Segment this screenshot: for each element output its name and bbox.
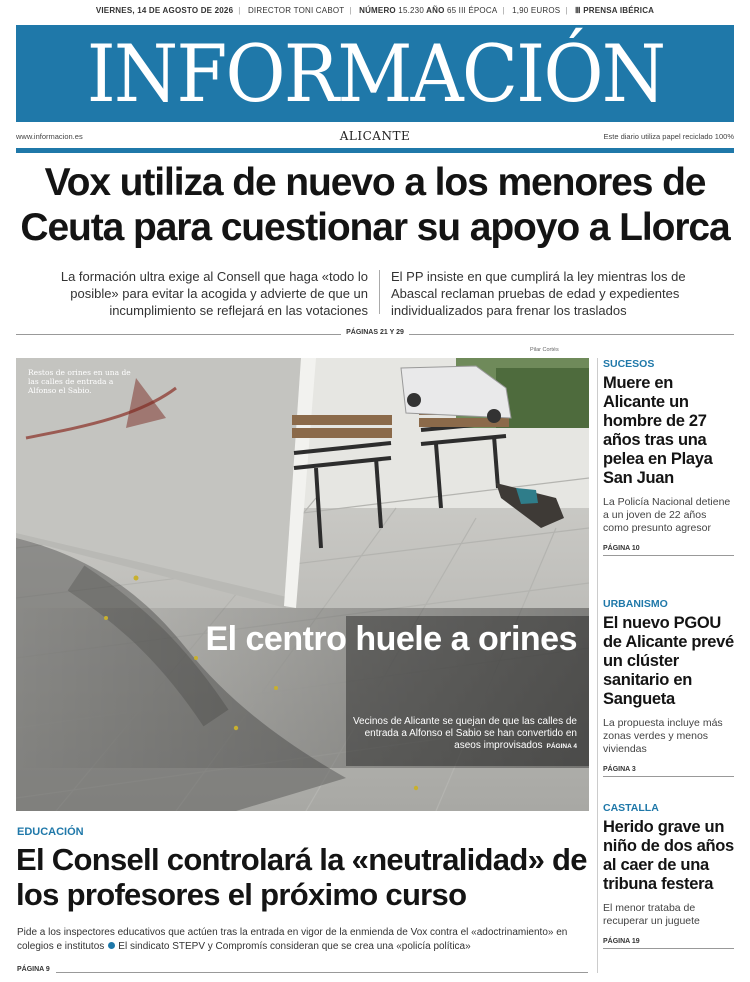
sidebar-story-sucesos[interactable]: [603, 358, 734, 556]
recycled-paper-note: Este diario utiliza papel reciclado 100%: [603, 132, 734, 141]
sidebar-story-castalla[interactable]: [603, 802, 734, 949]
lead-deck-left: La formación ultra exige al Consell que haga «todo lo posible» para evitar la acogida y advierte de que un incumplimiento se reflejará en las votaciones: [60, 269, 368, 318]
issue-price: 1,90 EUROS: [512, 6, 561, 15]
sidebar-page: PÁGINA 19: [603, 938, 734, 949]
sidebar-page: PÁGINA 3: [603, 766, 734, 777]
sidebar-divider: [597, 358, 598, 973]
publisher-group: PRENSA IBÉRICA: [583, 6, 655, 15]
sidebar-text: La Policía Nacional detiene a un joven de 22 años como presunto agresor: [603, 496, 731, 534]
sidebar-text: El menor trataba de recuperar un juguete: [603, 902, 700, 927]
newspaper-title: INFORMACIÓN: [86, 27, 664, 120]
lead-deck-right: El PP insiste en que cumplirá la ley mientras los de Abascal reclaman pruebas de edad y expedientes individualizados para frenar los traslados: [391, 269, 686, 318]
issue-date: VIERNES, 14 DE AGOSTO DE 2026: [95, 6, 234, 15]
masthead: [16, 25, 734, 122]
director-name: TONI CABOT: [293, 6, 345, 15]
education-deck: Pide a los inspectores educativos que actúen tras la entrada en vigor de la enmienda de Vox contra el «adoctrinamiento» en colegios e institutos El sindicato STEPV y Compromís consideran que se crea una «policía política»: [17, 927, 568, 952]
top-info-line: VIERNES, 14 DE AGOSTO DE 2026 | DIRECTOR TONI CABOT | NÚMERO 15.230 AÑO 65 III ÉPOCA | 1,90 EUROS | Ⅲ PRENSA IBÉRICA: [95, 6, 655, 15]
lead-headline[interactable]: Vox utiliza de nuevo a los menores de Ceuta para cuestionar su apoyo a Llorca: [20, 161, 730, 249]
deck-divider: [379, 270, 380, 314]
director-label: DIRECTOR: [247, 6, 292, 15]
lead-pages: PÁGINAS 21 Y 29: [0, 329, 750, 336]
education-page: PÁGINA 9: [17, 966, 50, 973]
issue-year: 65 III ÉPOCA: [446, 6, 498, 15]
photo-subtitle: Vecinos de Alicante se quejan de que las calles de entrada a Alfonso el Sabio se han convertido en aseos improvisados PÁGINA 4: [352, 716, 577, 751]
sidebar-story-urbanismo[interactable]: [603, 598, 734, 777]
sidebar-kicker: CASTALLA: [603, 802, 659, 814]
sidebar-kicker: URBANISMO: [603, 598, 668, 610]
edition-bar: [16, 128, 734, 146]
group-logo-icon: Ⅲ: [575, 6, 581, 15]
bullet-dot-icon: [108, 942, 115, 949]
photo-credit: Pilar Cortés: [530, 347, 559, 353]
photo-page: PÁGINA 4: [546, 743, 577, 750]
sidebar-headline[interactable]: Herido grave un niño de dos años al caer de una tribuna festera: [603, 818, 734, 893]
lead-photo[interactable]: [16, 358, 589, 811]
sidebar-kicker: SUCESOS: [603, 358, 655, 370]
photo-caption: Restos de orines en una de las calles de entrada a Alfonso el Sabio.: [28, 368, 131, 395]
education-headline[interactable]: El Consell controlará la «neutralidad» de los profesores el próximo curso: [16, 842, 587, 912]
website-link[interactable]: www.informacion.es: [16, 132, 83, 141]
issue-number: 15.230: [398, 6, 424, 15]
education-kicker: EDUCACIÓN: [17, 826, 84, 838]
sidebar-text: La propuesta incluye más zonas verdes y menos viviendas: [603, 717, 723, 755]
sidebar-page: PÁGINA 10: [603, 545, 734, 556]
sidebar-headline[interactable]: Muere en Alicante un hombre de 27 años tras una pelea en Playa San Juan: [603, 374, 713, 487]
number-label: NÚMERO: [359, 6, 396, 15]
edition-city: ALICANTE: [339, 129, 411, 143]
education-rule: [56, 972, 588, 973]
sidebar-headline[interactable]: El nuevo PGOU de Alicante prevé un clúster sanitario en Sangueta: [603, 614, 734, 708]
year-label: AÑO: [426, 6, 445, 15]
masthead-rule: [16, 148, 734, 153]
photo-headline[interactable]: El centro huele a orines: [205, 620, 577, 658]
